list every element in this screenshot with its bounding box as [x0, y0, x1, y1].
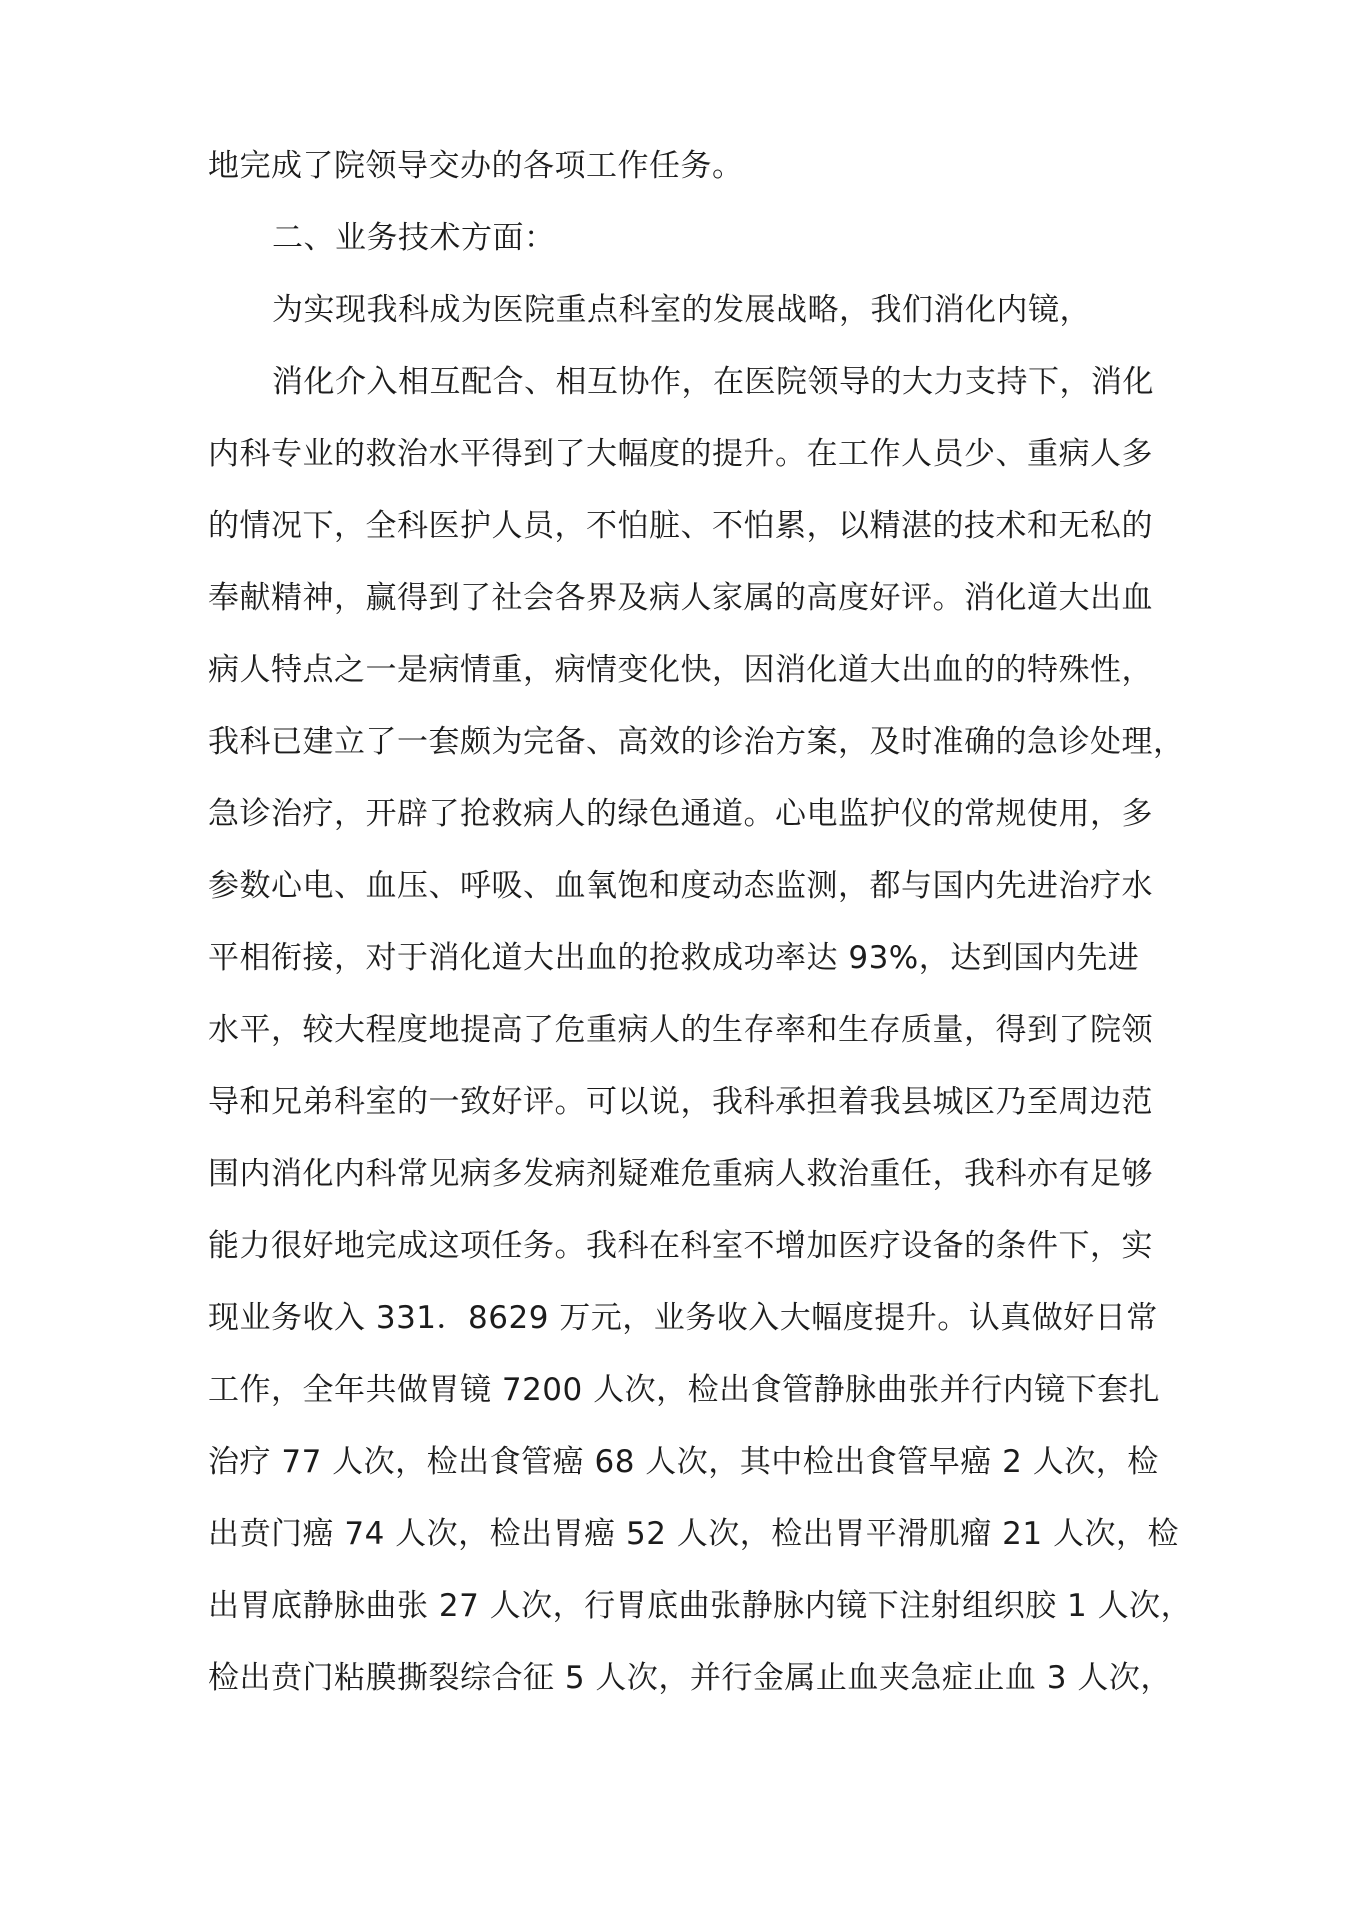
text-line-7: 奉献精神，赢得到了社会各界及病人家属的高度好评。消化道大出血	[208, 580, 1153, 616]
text-line-6: 的情况下，全科医护人员，不怕脏、不怕累，以精湛的技术和无私的	[208, 508, 1153, 544]
text-line-14: 导和兄弟科室的一致好评。可以说，我科承担着我县城区乃至周边范	[208, 1084, 1153, 1120]
text-line-18: 工作，全年共做胃镜 7200 人次，检出食管静脉曲张并行内镜下套扎	[208, 1372, 1161, 1408]
text-line-19: 治疗 77 人次，检出食管癌 68 人次，其中检出食管早癌 2 人次，检	[208, 1444, 1159, 1480]
text-line-12: 平相衔接，对于消化道大出血的抢救成功率达 93%，达到国内先进	[208, 940, 1140, 976]
text-line-16: 能力很好地完成这项任务。我科在科室不增加医疗设备的条件下，实	[208, 1228, 1153, 1264]
section-heading: 二、业务技术方面：	[272, 220, 556, 256]
text-line-1: 地完成了院领导交办的各项工作任务。	[208, 148, 744, 184]
text-line-10: 急诊治疗，开辟了抢救病人的绿色通道。心电监护仪的常规使用，多	[208, 796, 1153, 832]
text-line-15: 围内消化内科常见病多发病剂疑难危重病人救治重任，我科亦有足够	[208, 1156, 1153, 1192]
text-line-3: 为实现我科成为医院重点科室的发展战略，我们消化内镜，	[272, 292, 1091, 328]
text-line-17: 现业务收入 331．8629 万元，业务收入大幅度提升。认真做好日常	[208, 1300, 1158, 1336]
text-line-21: 出胃底静脉曲张 27 人次，行胃底曲张静脉内镜下注射组织胶 1 人次，	[208, 1588, 1193, 1624]
text-line-5: 内科专业的救治水平得到了大幅度的提升。在工作人员少、重病人多	[208, 436, 1153, 472]
text-line-4: 消化介入相互配合、相互协作，在医院领导的大力支持下，消化	[272, 364, 1154, 400]
text-line-9: 我科已建立了一套颇为完备、高效的诊治方案，及时准确的急诊处理，	[208, 724, 1185, 760]
text-line-22: 检出贲门粘膜撕裂综合征 5 人次，并行金属止血夹急症止血 3 人次，	[208, 1660, 1172, 1696]
text-line-8: 病人特点之一是病情重，病情变化快，因消化道大出血的的特殊性，	[208, 652, 1153, 688]
text-line-20: 出贲门癌 74 人次，检出胃癌 52 人次，检出胃平滑肌瘤 21 人次，检	[208, 1516, 1179, 1552]
text-line-13: 水平，较大程度地提高了危重病人的生存率和生存质量，得到了院领	[208, 1012, 1153, 1048]
text-line-11: 参数心电、血压、呼吸、血氧饱和度动态监测，都与国内先进治疗水	[208, 868, 1153, 904]
